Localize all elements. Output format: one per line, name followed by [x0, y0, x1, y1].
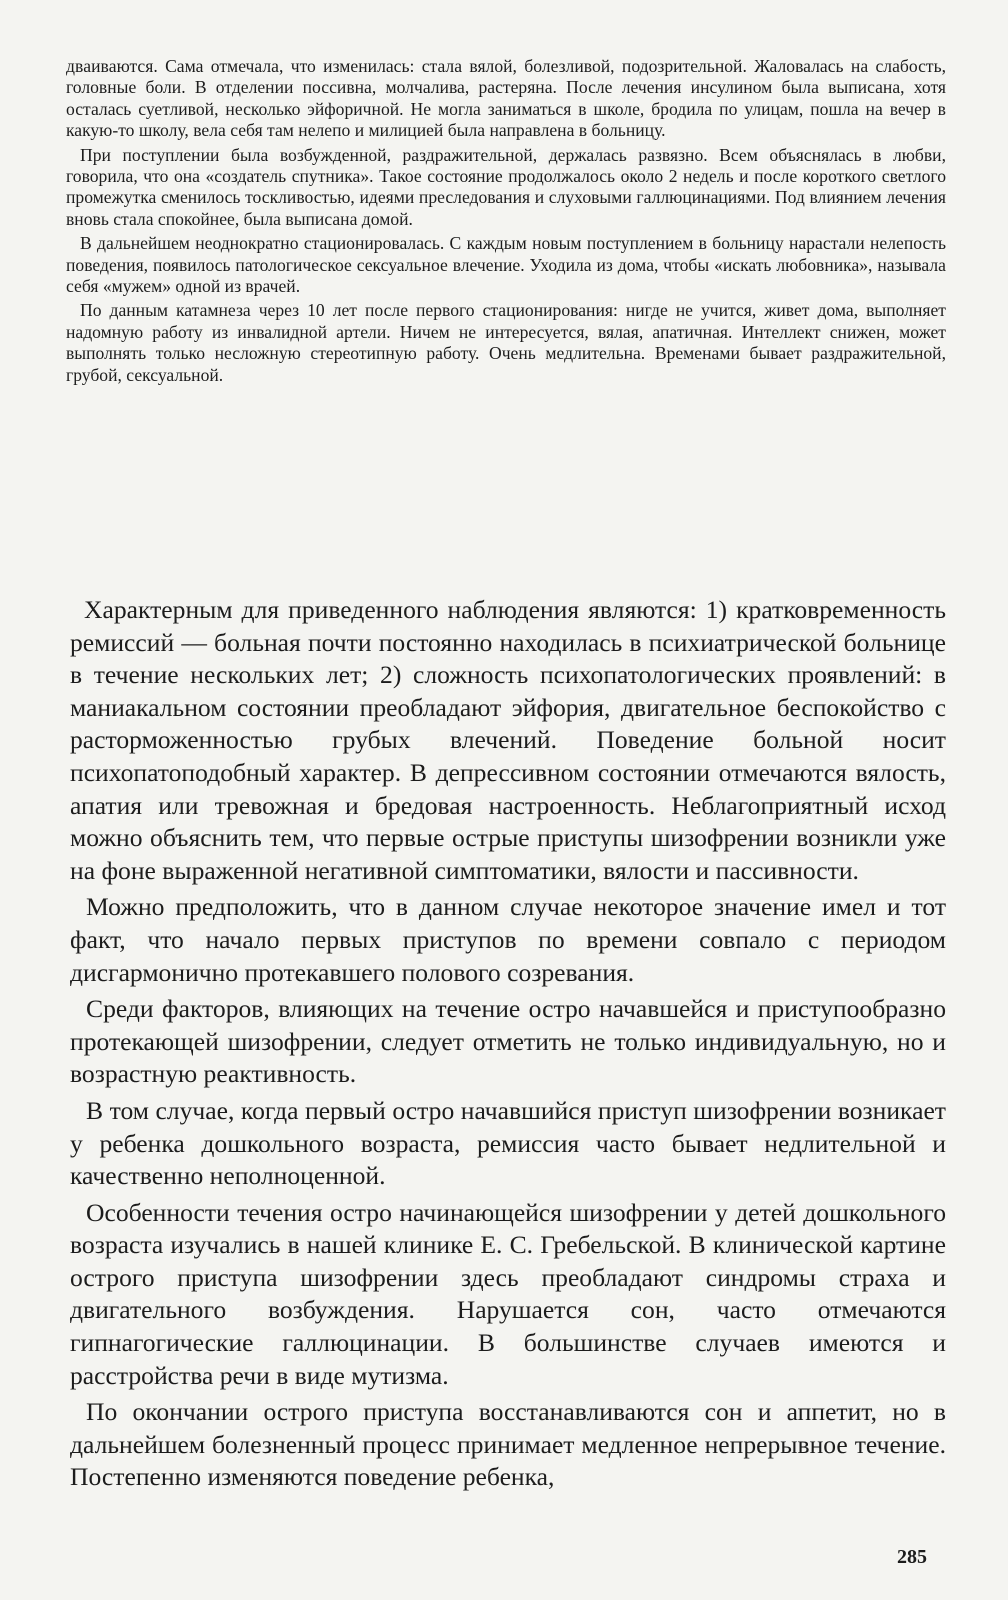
main-text-block [70, 594, 946, 1498]
body-paragraph-3: Среди факторов, влияющих на течение остро начавшейся и приступообразно протекающей шизофрении, следует отметить не только индивидуальную, но и возрастную реактивность. [70, 994, 946, 1089]
case-paragraph-4: По данным катамнеза через 10 лет после первого стационирования: нигде не учится, живет дома, выполняет надомную работу из инвалидной артели. Ничем не интересуется, вялая, апатичная. Интеллект снижен, может выполнять только несложную стереотипную работу. Очень медлительна. Временами бывает раздражительной, грубой, сексуальной. [66, 300, 946, 385]
case-paragraph-2: При поступлении была возбужденной, раздражительной, держалась развязно. Всем объяснялась в любви, говорила, что она «создатель спутника». Такое состояние продолжалось около 2 недель и после короткого светлого промежутка сменилось тоскливостью, идеями преследования и слуховыми галлюцинациями. Под влиянием лечения вновь стала спокойнее, была выписана домой. [66, 144, 946, 229]
body-paragraph-4: В том случае, когда первый остро начавшийся приступ шизофрении возникает у ребенка дошкольного возраста, ремиссия часто бывает недлительной и качественно неполноценной. [70, 1095, 946, 1191]
body-paragraph-1: Характерным для приведенного наблюдения являются: 1) кратковременность ремиссий — больная почти постоянно находилась в психиатрической больнице в течение нескольких лет; 2) сложность психопатологических проявлений: в маниакальном состоянии преобладают эйфория, двигательное беспокойство с расторможенностью грубых влечений. Поведение больной носит психопатоподобный характер. В депрессивном состоянии отмечаются вялость, апатия или тревожная и бредовая настроенность. Неблагоприятный исход можно объяснить тем, что первые острые приступы шизофрении возникли уже на фоне выраженной негативной симптоматики, вялости и пассивности. [70, 595, 946, 885]
case-paragraph-3: В дальнейшем неоднократно стационировалась. С каждым новым поступлением в больницу нарастали нелепость поведения, появилось патологическое сексуальное влечение. Уходила из дома, чтобы «искать любовника», называла себя «мужем» одной из врачей. [66, 233, 946, 297]
body-paragraph-2: Можно предположить, что в данном случае некоторое значение имел и тот факт, что начало первых приступов по времени совпало с периодом дисгармонично протекавшего полового созревания. [70, 892, 946, 987]
case-history-block [66, 56, 946, 389]
case-paragraph-1: двaивaются. Сама отмечала, что изменилась: стала вялой, болезливой, подозрительной. Жаловалась на слабость, головные боли. В отделении поссивна, молчалива, растеряна. После лечения инсулином была выписана, хотя осталась суетливой, несколько эйфоричной. Не могла заниматься в школе, бродила по улицам, пошла на вечер в какую-то школу, вела себя там нелепо и милицией была направлена в больницу. [66, 56, 946, 141]
body-paragraph-6: По окончании острого приступа восстанавливаются сон и аппетит, но в дальнейшем болезненный процесс принимает медленное непрерывное течение. Постепенно изменяются поведение ребенка, [70, 1397, 946, 1492]
body-paragraph-5: Особенности течения остро начинающейся шизофрении у детей дошкольного возраста изучались в нашей клинике Е. С. Гребельской. В клинической картине острого приступа шизофрении здесь преобладают синдромы страха и двигательного возбуждения. Нарушается сон, часто отмечаются гипнагогические галлюцинации. В большинстве случаев имеются и расстройства речи в виде мутизма. [70, 1197, 946, 1390]
page-number: 285 [897, 1546, 927, 1568]
